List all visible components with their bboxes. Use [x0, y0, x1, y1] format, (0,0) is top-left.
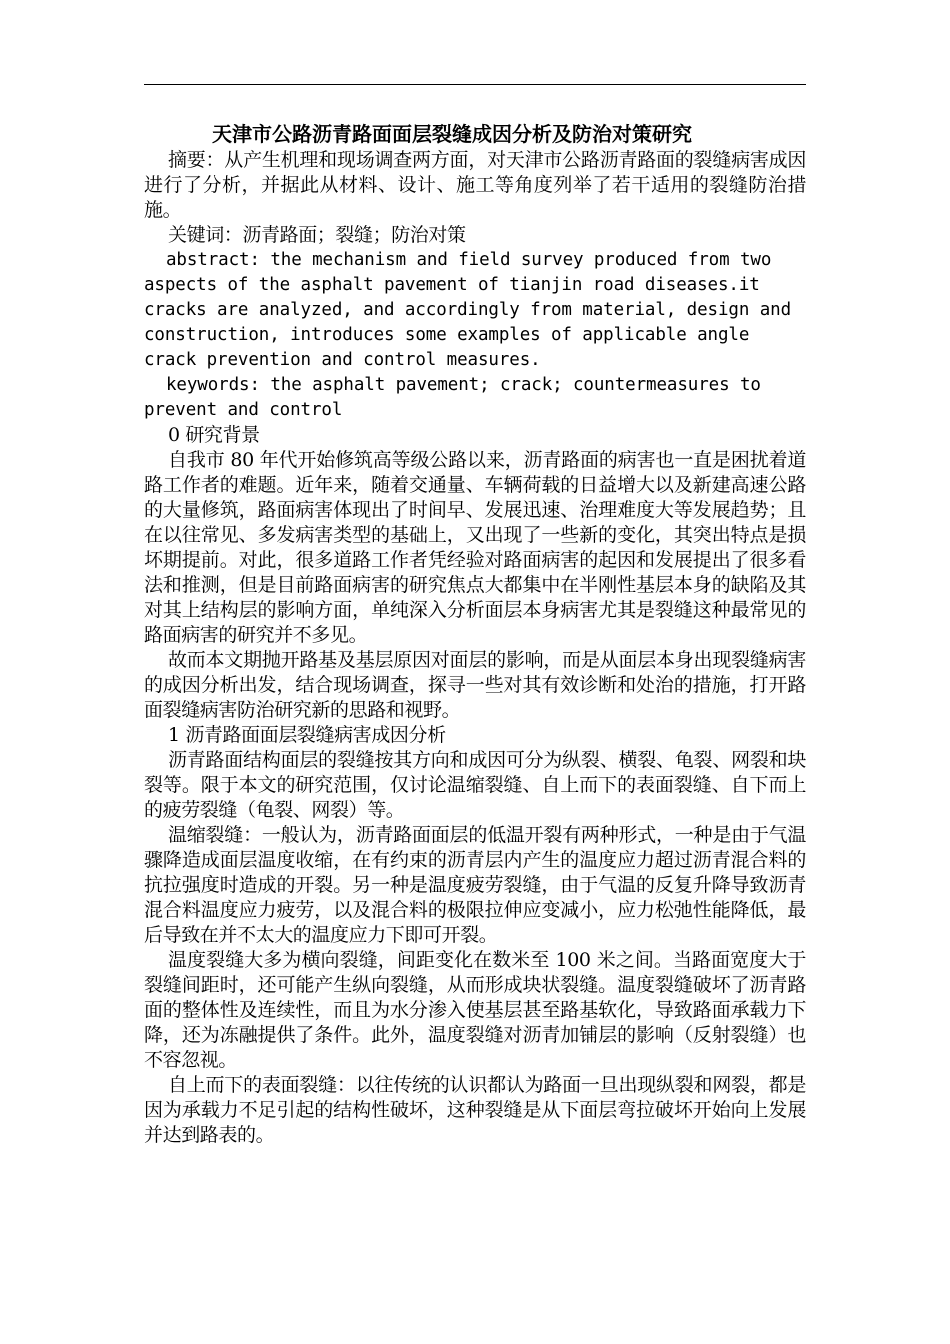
keywords-en: keywords: the asphalt pavement; crack; countermeasures to prevent and control	[144, 375, 761, 420]
header-rule	[144, 84, 806, 85]
section-0-paragraph-1: 自我市 80 年代开始修筑高等级公路以来，沥青路面的病害也一直是困扰着道路工作者的难题。近年来，随着交通量、车辆荷载的日益增大以及新建高速公路的大量修筑，路面病害体现出了时间早、发展迅速、治理难度大等发展趋势；且在以往常见、多发病害类型的基础上，又出现了一些新的变化，其突出特点是损坏期提前。对此，很多道路工作者凭经验对路面病害的起因和发展提出了很多看法和推测，但是目前路面病害的研究焦点大都集中在半刚性基层本身的缺陷及其对其上结构层的影响方面，单纯深入分析面层本身病害尤其是裂缝这种最常见的路面病害的研究并不多见。	[144, 449, 806, 646]
abstract-en: abstract: the mechanism and field survey produced from two aspects of the asphalt pavement of tianjin road diseases.it cracks are analyzed, and accordingly from material, design and construction, introduces some examples of applicable angle crack prevention and control measures.	[144, 250, 792, 370]
section-0-paragraph-2: 故而本文期抛开路基及基层原因对面层的影响，而是从面层本身出现裂缝病害的成因分析出发，结合现场调查，探寻一些对其有效诊断和处治的措施，打开路面裂缝病害防治研究新的思路和视野。	[144, 649, 806, 721]
section-1-paragraph-1: 沥青路面结构面层的裂缝按其方向和成因可分为纵裂、横裂、龟裂、网裂和块裂等。限于本文的研究范围，仅讨论温缩裂缝、自上而下的表面裂缝、自下而上的疲劳裂缝（龟裂、网裂）等。	[144, 749, 806, 821]
section-1-paragraph-2: 温缩裂缝：一般认为，沥青路面面层的低温开裂有两种形式，一种是由于气温骤降造成面层温度收缩，在有约束的沥青层内产生的温度应力超过沥青混合料的抗拉强度时造成的开裂。另一种是温度疲劳裂缝，由于气温的反复升降导致沥青混合料温度应力疲劳，以及混合料的极限拉伸应变减小，应力松弛性能降低，最后导致在并不太大的温度应力下即可开裂。	[144, 824, 806, 946]
document-body	[144, 120, 806, 1148]
section-1-paragraph-3: 温度裂缝大多为横向裂缝，间距变化在数米至 100 米之间。当路面宽度大于裂缝间距时，还可能产生纵向裂缝，从而形成块状裂缝。温度裂缝破坏了沥青路面的整体性及连续性，而且为水分渗入使基层甚至路基软化，导致路面承载力下降，还为冻融提供了条件。此外，温度裂缝对沥青加铺层的影响（反射裂缝）也不容忽视。	[144, 949, 806, 1071]
section-1-paragraph-4: 自上而下的表面裂缝：以往传统的认识都认为路面一旦出现纵裂和网裂，都是因为承载力不足引起的结构性破坏，这种裂缝是从下面层弯拉破坏开始向上发展并达到路表的。	[144, 1074, 806, 1146]
abstract-cn: 摘要：从产生机理和现场调查两方面，对天津市公路沥青路面的裂缝病害成因进行了分析，并据此从材料、设计、施工等角度列举了若干适用的裂缝防治措施。	[144, 149, 806, 221]
section-0-heading: 0 研究背景	[168, 424, 260, 446]
keywords-cn: 关键词：沥青路面；裂缝；防治对策	[168, 224, 466, 246]
document-title: 天津市公路沥青路面面层裂缝成因分析及防治对策研究	[212, 122, 692, 146]
section-1-heading: 1 沥青路面面层裂缝病害成因分析	[168, 724, 446, 746]
